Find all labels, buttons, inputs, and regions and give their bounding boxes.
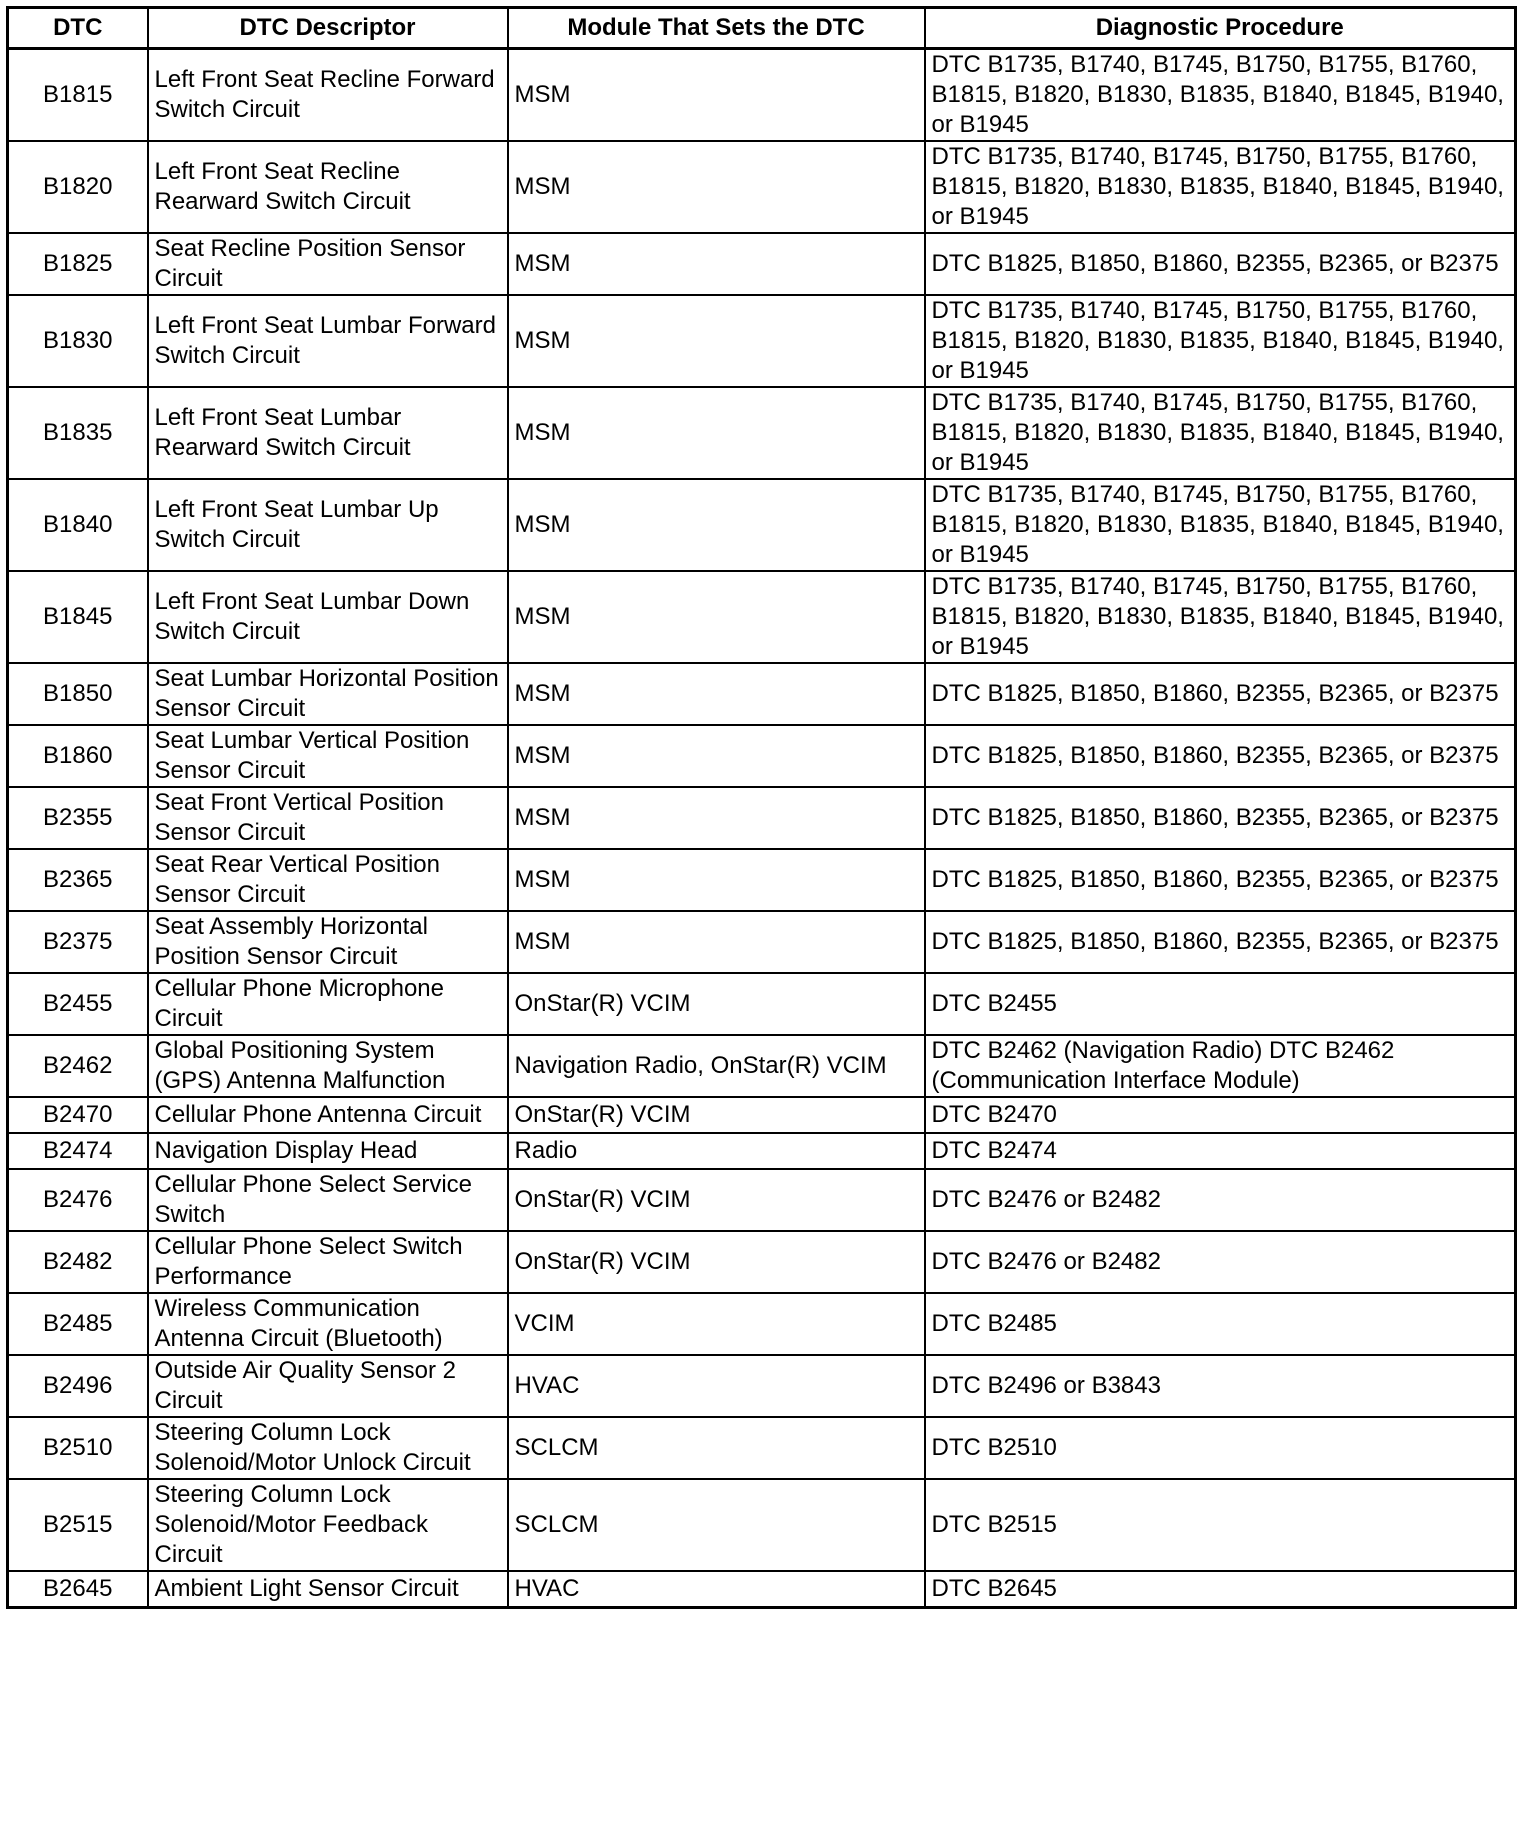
header-diagnostic-procedure: Diagnostic Procedure [925, 8, 1516, 49]
cell-module: Navigation Radio, OnStar(R) VCIM [508, 1035, 925, 1097]
cell-dtc: B1830 [8, 295, 148, 387]
cell-dtc: B2470 [8, 1097, 148, 1133]
cell-descriptor: Left Front Seat Lumbar Rearward Switch Circuit [148, 387, 508, 479]
table-row [8, 663, 1516, 725]
cell-module: MSM [508, 725, 925, 787]
cell-procedure: DTC B2474 [925, 1133, 1516, 1169]
cell-descriptor: Left Front Seat Lumbar Up Switch Circuit [148, 479, 508, 571]
cell-procedure: DTC B2496 or B3843 [925, 1355, 1516, 1417]
cell-procedure: DTC B1825, B1850, B1860, B2355, B2365, or B2375 [925, 233, 1516, 295]
cell-procedure: DTC B1735, B1740, B1745, B1750, B1755, B1760, B1815, B1820, B1830, B1835, B1840, B1845, B1940, or B1945 [925, 141, 1516, 233]
header-row [8, 8, 1516, 49]
cell-procedure: DTC B2515 [925, 1479, 1516, 1571]
cell-descriptor: Cellular Phone Microphone Circuit [148, 973, 508, 1035]
table-row [8, 787, 1516, 849]
table-row [8, 479, 1516, 571]
cell-dtc: B1825 [8, 233, 148, 295]
cell-module: MSM [508, 787, 925, 849]
cell-module: MSM [508, 849, 925, 911]
cell-procedure: DTC B2510 [925, 1417, 1516, 1479]
cell-procedure: DTC B2476 or B2482 [925, 1231, 1516, 1293]
cell-dtc: B1840 [8, 479, 148, 571]
table-row [8, 1479, 1516, 1571]
cell-procedure: DTC B1735, B1740, B1745, B1750, B1755, B1760, B1815, B1820, B1830, B1835, B1840, B1845, B1940, or B1945 [925, 387, 1516, 479]
table-row [8, 1035, 1516, 1097]
table-row [8, 1169, 1516, 1231]
cell-descriptor: Cellular Phone Select Service Switch [148, 1169, 508, 1231]
cell-module: OnStar(R) VCIM [508, 1231, 925, 1293]
table-row [8, 1097, 1516, 1133]
table-row [8, 49, 1516, 142]
cell-descriptor: Navigation Display Head [148, 1133, 508, 1169]
table-row [8, 1571, 1516, 1607]
cell-dtc: B2510 [8, 1417, 148, 1479]
cell-descriptor: Cellular Phone Select Switch Performance [148, 1231, 508, 1293]
cell-procedure: DTC B1735, B1740, B1745, B1750, B1755, B1760, B1815, B1820, B1830, B1835, B1840, B1845, B1940, or B1945 [925, 571, 1516, 663]
cell-descriptor: Seat Lumbar Vertical Position Sensor Circuit [148, 725, 508, 787]
cell-descriptor: Seat Lumbar Horizontal Position Sensor Circuit [148, 663, 508, 725]
cell-module: MSM [508, 571, 925, 663]
cell-procedure: DTC B2645 [925, 1571, 1516, 1607]
table-row [8, 295, 1516, 387]
table-row [8, 911, 1516, 973]
cell-module: Radio [508, 1133, 925, 1169]
cell-descriptor: Seat Rear Vertical Position Sensor Circuit [148, 849, 508, 911]
cell-procedure: DTC B1735, B1740, B1745, B1750, B1755, B1760, B1815, B1820, B1830, B1835, B1840, B1845, B1940, or B1945 [925, 295, 1516, 387]
cell-procedure: DTC B1825, B1850, B1860, B2355, B2365, or B2375 [925, 911, 1516, 973]
cell-module: MSM [508, 233, 925, 295]
cell-module: MSM [508, 387, 925, 479]
cell-dtc: B1850 [8, 663, 148, 725]
cell-dtc: B2455 [8, 973, 148, 1035]
cell-module: MSM [508, 479, 925, 571]
cell-module: SCLCM [508, 1417, 925, 1479]
cell-module: OnStar(R) VCIM [508, 1097, 925, 1133]
cell-descriptor: Seat Assembly Horizontal Position Sensor Circuit [148, 911, 508, 973]
cell-module: HVAC [508, 1355, 925, 1417]
cell-dtc: B1815 [8, 49, 148, 142]
cell-procedure: DTC B1825, B1850, B1860, B2355, B2365, or B2375 [925, 725, 1516, 787]
cell-dtc: B2375 [8, 911, 148, 973]
cell-dtc: B1835 [8, 387, 148, 479]
cell-dtc: B1845 [8, 571, 148, 663]
table-row [8, 725, 1516, 787]
cell-module: MSM [508, 141, 925, 233]
dtc-table [6, 6, 1517, 1609]
cell-dtc: B2645 [8, 1571, 148, 1607]
cell-procedure: DTC B1825, B1850, B1860, B2355, B2365, or B2375 [925, 849, 1516, 911]
cell-descriptor: Wireless Communication Antenna Circuit (Bluetooth) [148, 1293, 508, 1355]
cell-dtc: B2476 [8, 1169, 148, 1231]
cell-procedure: DTC B1735, B1740, B1745, B1750, B1755, B1760, B1815, B1820, B1830, B1835, B1840, B1845, B1940, or B1945 [925, 479, 1516, 571]
cell-descriptor: Cellular Phone Antenna Circuit [148, 1097, 508, 1133]
cell-module: HVAC [508, 1571, 925, 1607]
table-row [8, 1231, 1516, 1293]
table-row [8, 973, 1516, 1035]
cell-module: MSM [508, 49, 925, 142]
dtc-table-container [6, 6, 1517, 1609]
cell-dtc: B2462 [8, 1035, 148, 1097]
cell-procedure: DTC B1825, B1850, B1860, B2355, B2365, or B2375 [925, 663, 1516, 725]
cell-descriptor: Steering Column Lock Solenoid/Motor Feedback Circuit [148, 1479, 508, 1571]
cell-module: VCIM [508, 1293, 925, 1355]
cell-procedure: DTC B1825, B1850, B1860, B2355, B2365, or B2375 [925, 787, 1516, 849]
cell-module: MSM [508, 295, 925, 387]
cell-procedure: DTC B2455 [925, 973, 1516, 1035]
table-row [8, 849, 1516, 911]
cell-descriptor: Left Front Seat Recline Rearward Switch Circuit [148, 141, 508, 233]
cell-dtc: B2474 [8, 1133, 148, 1169]
cell-module: SCLCM [508, 1479, 925, 1571]
cell-module: MSM [508, 911, 925, 973]
cell-descriptor: Steering Column Lock Solenoid/Motor Unlock Circuit [148, 1417, 508, 1479]
header-dtc: DTC [8, 8, 148, 49]
cell-dtc: B1820 [8, 141, 148, 233]
table-row [8, 1293, 1516, 1355]
cell-procedure: DTC B2485 [925, 1293, 1516, 1355]
cell-dtc: B2496 [8, 1355, 148, 1417]
cell-dtc: B2355 [8, 787, 148, 849]
cell-dtc: B2482 [8, 1231, 148, 1293]
cell-descriptor: Left Front Seat Lumbar Forward Switch Circuit [148, 295, 508, 387]
cell-dtc: B2515 [8, 1479, 148, 1571]
cell-procedure: DTC B2462 (Navigation Radio) DTC B2462 (Communication Interface Module) [925, 1035, 1516, 1097]
cell-descriptor: Left Front Seat Lumbar Down Switch Circuit [148, 571, 508, 663]
table-row [8, 1133, 1516, 1169]
cell-descriptor: Global Positioning System (GPS) Antenna Malfunction [148, 1035, 508, 1097]
table-row [8, 571, 1516, 663]
cell-dtc: B1860 [8, 725, 148, 787]
cell-descriptor: Outside Air Quality Sensor 2 Circuit [148, 1355, 508, 1417]
table-row [8, 233, 1516, 295]
table-row [8, 387, 1516, 479]
cell-dtc: B2365 [8, 849, 148, 911]
table-row [8, 1355, 1516, 1417]
cell-descriptor: Seat Recline Position Sensor Circuit [148, 233, 508, 295]
cell-descriptor: Seat Front Vertical Position Sensor Circuit [148, 787, 508, 849]
header-module: Module That Sets the DTC [508, 8, 925, 49]
cell-procedure: DTC B1735, B1740, B1745, B1750, B1755, B1760, B1815, B1820, B1830, B1835, B1840, B1845, B1940, or B1945 [925, 49, 1516, 142]
cell-dtc: B2485 [8, 1293, 148, 1355]
table-row [8, 141, 1516, 233]
table-body [8, 49, 1516, 1608]
cell-procedure: DTC B2470 [925, 1097, 1516, 1133]
cell-module: OnStar(R) VCIM [508, 1169, 925, 1231]
cell-module: MSM [508, 663, 925, 725]
cell-descriptor: Left Front Seat Recline Forward Switch Circuit [148, 49, 508, 142]
table-row [8, 1417, 1516, 1479]
cell-descriptor: Ambient Light Sensor Circuit [148, 1571, 508, 1607]
header-dtc-descriptor: DTC Descriptor [148, 8, 508, 49]
table-header [8, 8, 1516, 49]
cell-procedure: DTC B2476 or B2482 [925, 1169, 1516, 1231]
cell-module: OnStar(R) VCIM [508, 973, 925, 1035]
